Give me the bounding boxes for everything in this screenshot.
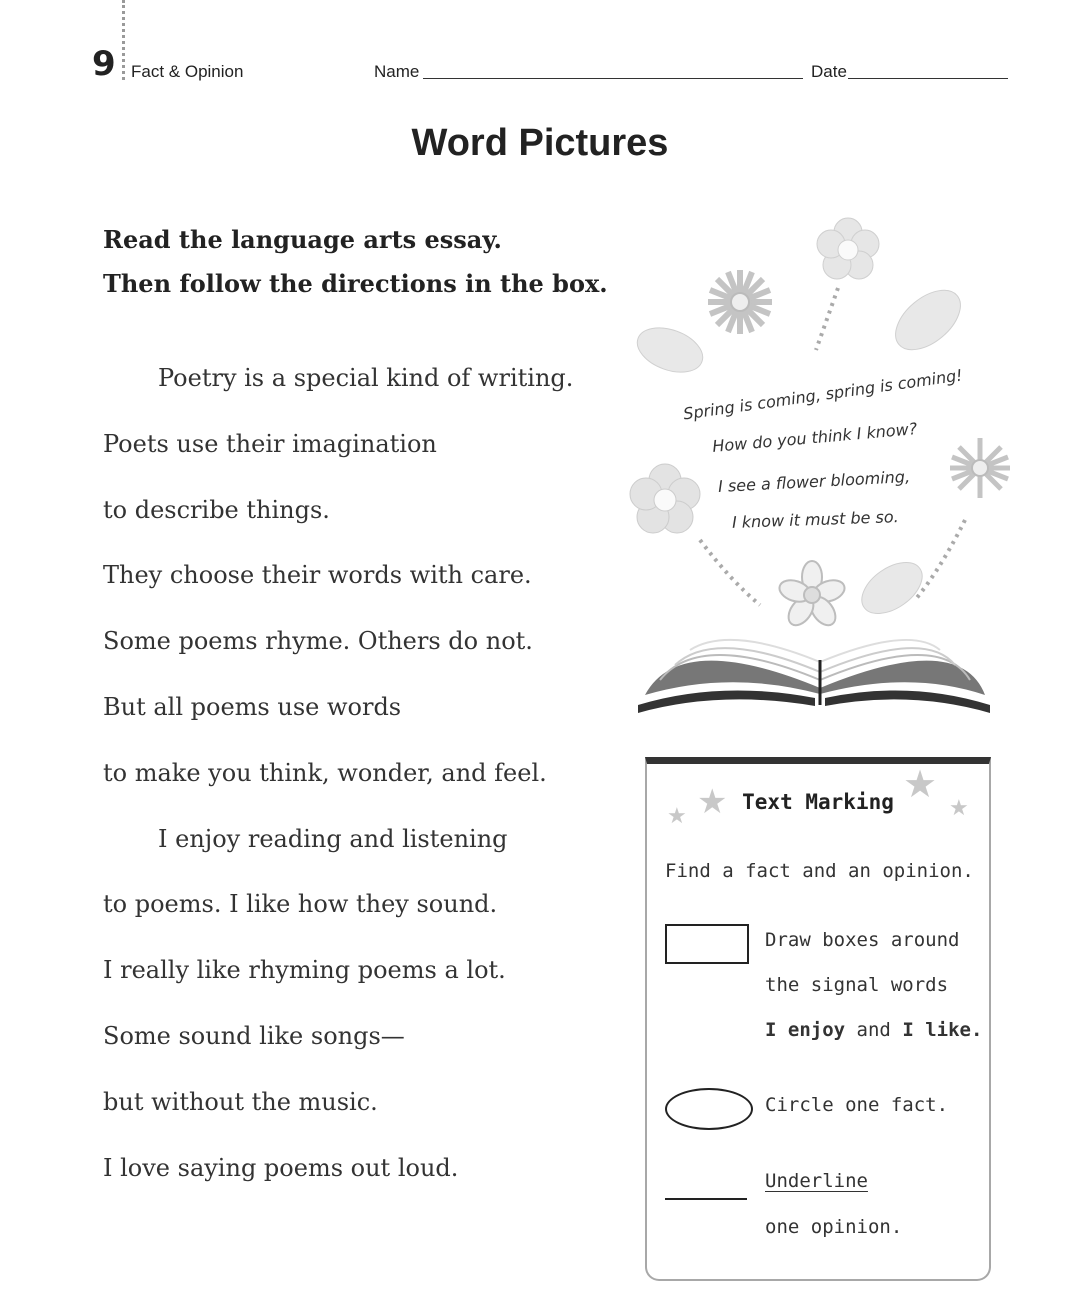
signal-word-like: I like. <box>902 1019 983 1041</box>
instruction: Find a fact and an opinion. <box>665 860 974 882</box>
star-icon: ★ <box>697 782 728 822</box>
text-marking-title: Text Marking <box>742 790 894 814</box>
and-word: and <box>856 1019 891 1041</box>
essay-line: But all poems use words <box>103 692 402 721</box>
page-number: 9 <box>92 44 116 84</box>
dotted-margin-line <box>122 0 125 80</box>
underline-word: Underline <box>765 1170 868 1192</box>
directions-line: Read the language arts essay. <box>103 225 502 254</box>
essay-line: Some sound like songs— <box>103 1021 405 1050</box>
directions <box>103 218 608 306</box>
date-label: Date <box>811 62 847 81</box>
essay-line: but without the music. <box>103 1087 378 1116</box>
star-icon: ★ <box>949 796 969 821</box>
signal-word-enjoy: I enjoy <box>765 1019 846 1041</box>
page-title: Word Pictures <box>411 122 669 164</box>
text-marking-box <box>645 757 991 1281</box>
star-icon: ★ <box>667 804 687 829</box>
book-flowers-icon <box>620 210 1020 720</box>
essay-line: Poetry is a special kind of writing. <box>158 364 574 392</box>
poem-line: Spring is coming, spring is coming! <box>682 365 964 424</box>
essay-line: to poems. I like how they sound. <box>103 890 498 919</box>
poem-line: I see a flower blooming, <box>717 466 911 497</box>
directions-line: Then follow the directions in the box. <box>103 269 608 298</box>
skill-label: Fact & Opinion <box>131 62 244 81</box>
essay-line: Some poems rhyme. Others do not. <box>103 627 533 656</box>
circle-instruction: Circle one fact. <box>765 1094 949 1116</box>
box-symbol <box>665 924 749 964</box>
essay-line: I enjoy reading and listening <box>158 824 508 853</box>
box-instruction-line1: Draw boxes around <box>765 929 960 951</box>
essay-line: I love saying poems out loud. <box>103 1153 459 1182</box>
poem-line: How do you think I know? <box>711 419 918 456</box>
name-field[interactable] <box>423 78 803 79</box>
book-illustration <box>620 210 1020 720</box>
oval-symbol <box>665 1088 753 1130</box>
essay-line: to make you think, wonder, and feel. <box>103 758 547 787</box>
box-instruction-line2: the signal words <box>765 974 949 996</box>
signal-words <box>765 1019 982 1041</box>
name-label: Name <box>374 62 420 81</box>
essay-line: I really like rhyming poems a lot. <box>103 956 506 985</box>
essay-line: to describe things. <box>103 495 330 524</box>
star-icon: ★ <box>903 762 938 806</box>
essay-line: Poets use their imagination <box>103 429 437 458</box>
underline-instruction: one opinion. <box>765 1216 903 1238</box>
poem-line: I know it must be so. <box>731 507 899 532</box>
essay <box>103 358 603 1213</box>
underline-symbol <box>665 1198 747 1200</box>
date-field[interactable] <box>848 78 1008 79</box>
essay-line: They choose their words with care. <box>103 561 532 590</box>
